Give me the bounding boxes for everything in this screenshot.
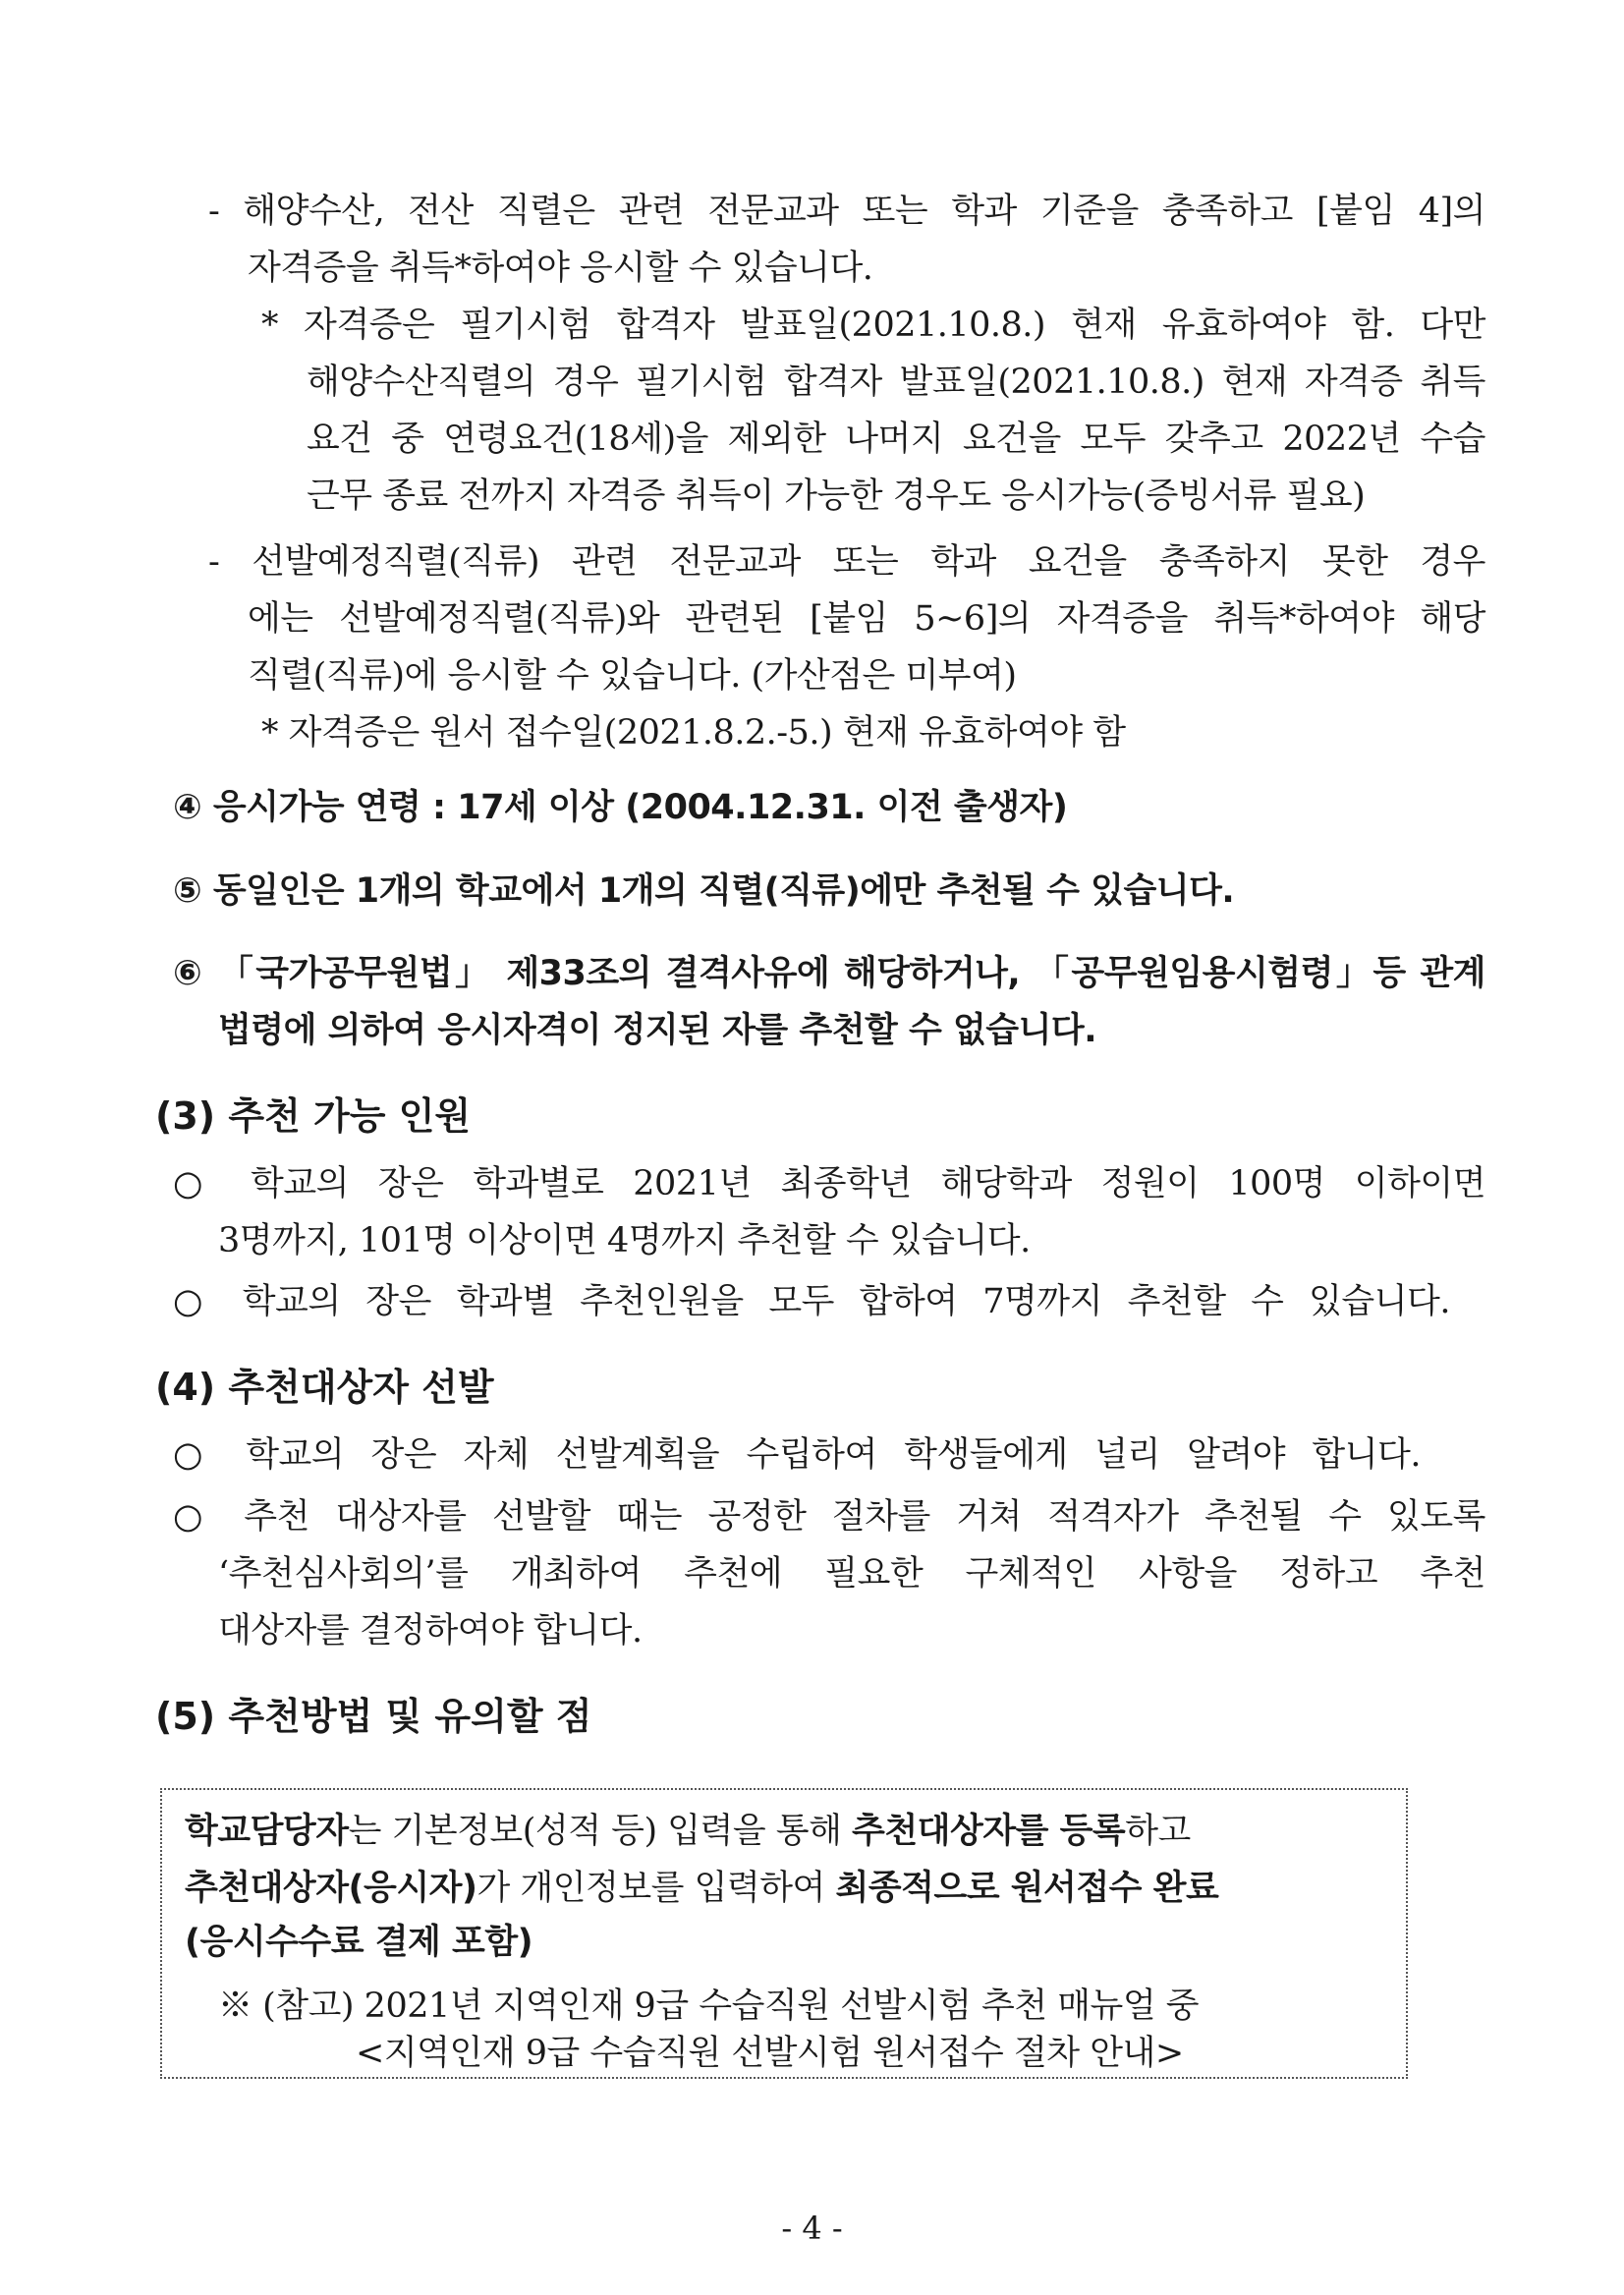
box-reference-line-2: <지역인재 9급 수습직원 선발시험 원서접수 절차 안내>	[356, 2034, 1184, 2073]
item-4-age: ④ 응시가능 연령 : 17세 이상 (2004.12.31. 이전 출생자)	[173, 788, 1068, 827]
maritime-it-line-2: 자격증을 취득*하여야 응시할 수 있습니다.	[248, 249, 873, 288]
section-4-bullet-1: ○ 학교의 장은 자체 선발계획을 수립하여 학생들에게 널리 알려야 합니다.	[173, 1435, 1421, 1475]
maritime-it-line-1: - 해양수산, 전산 직렬은 관련 전문교과 또는 학과 기준을 충족하고 [붙임 4]의	[208, 192, 1485, 231]
item-5-one-school: ⑤ 동일인은 1개의 학교에서 1개의 직렬(직류)에만 추천될 수 있습니다.	[173, 871, 1235, 911]
box-line-1-end: 하고	[1125, 1812, 1191, 1851]
section-4-heading: (4) 추천대상자 선발	[155, 1366, 494, 1409]
register-candidate-label: 추천대상자를 등록	[852, 1812, 1126, 1851]
item-6-line-1: ⑥ 「국가공무원법」 제33조의 결격사유에 해당하거나, 「공무원임용시험령」등 관계	[173, 954, 1485, 993]
school-staff-label: 학교담당자	[185, 1812, 349, 1851]
box-line-3: (응시수수료 결제 포함)	[185, 1923, 533, 1962]
maritime-note-line-3: 요건 중 연령요건(18세)을 제외한 나머지 요건을 모두 갖추고 2022년 수습	[307, 420, 1485, 459]
page-number: - 4 -	[781, 2210, 843, 2247]
section-3-bullet-1-line-2: 3명까지, 101명 이상이면 4명까지 추천할 수 있습니다.	[218, 1221, 1031, 1260]
planned-line-3: 직렬(직류)에 응시할 수 있습니다. (가산점은 미부여)	[248, 656, 1017, 696]
box-line-2	[185, 1867, 1218, 1910]
section-4-bullet-2-line-3: 대상자를 결정하여야 합니다.	[218, 1611, 643, 1651]
box-line-1	[185, 1810, 1191, 1853]
box-line-1-text: 는 기본정보(성적 등) 입력을 통해	[348, 1812, 853, 1851]
maritime-note-line-1: * 자격증은 필기시험 합격자 발표일(2021.10.8.) 현재 유효하여야 함. 다만	[261, 306, 1485, 345]
section-4-bullet-2-line-2: ‘추천심사회의’를 개최하여 추천에 필요한 구체적인 사항을 정하고 추천	[218, 1554, 1485, 1594]
section-3-bullet-1-line-1: ○ 학교의 장은 학과별로 2021년 최종학년 해당학과 정원이 100명 이하이면	[173, 1164, 1485, 1203]
section-5-heading: (5) 추천방법 및 유의할 점	[155, 1695, 592, 1738]
box-line-2-text: 가 개인정보를 입력하여	[476, 1869, 836, 1908]
box-reference-line-1: ※ (참고) 2021년 지역인재 9급 수습직원 선발시험 추천 매뉴얼 중	[218, 1987, 1200, 2026]
final-submission-label: 최종적으로 원서접수 완료	[835, 1869, 1219, 1908]
planned-note: * 자격증은 원서 접수일(2021.8.2.-5.) 현재 유효하여야 함	[261, 713, 1126, 753]
planned-line-2: 에는 선발예정직렬(직류)와 관련된 [붙임 5~6]의 자격증을 취득*하여야 해당	[248, 599, 1485, 639]
section-4-bullet-2-line-1: ○ 추천 대상자를 선발할 때는 공정한 절차를 거쳐 적격자가 추천될 수 있도록	[173, 1497, 1485, 1537]
candidate-label: 추천대상자(응시자)	[185, 1869, 477, 1908]
section-3-bullet-2: ○ 학교의 장은 학과별 추천인원을 모두 합하여 7명까지 추천할 수 있습니다.	[173, 1282, 1450, 1321]
maritime-note-line-2: 해양수산직렬의 경우 필기시험 합격자 발표일(2021.10.8.) 현재 자격증 취득	[307, 363, 1485, 402]
maritime-note-line-4: 근무 종료 전까지 자격증 취득이 가능한 경우도 응시가능(증빙서류 필요)	[307, 476, 1366, 516]
section-3-heading: (3) 추천 가능 인원	[155, 1094, 472, 1138]
planned-line-1: - 선발예정직렬(직류) 관련 전문교과 또는 학과 요건을 충족하지 못한 경우	[208, 542, 1485, 582]
item-6-line-2: 법령에 의하여 응시자격이 정지된 자를 추천할 수 없습니다.	[218, 1011, 1097, 1050]
